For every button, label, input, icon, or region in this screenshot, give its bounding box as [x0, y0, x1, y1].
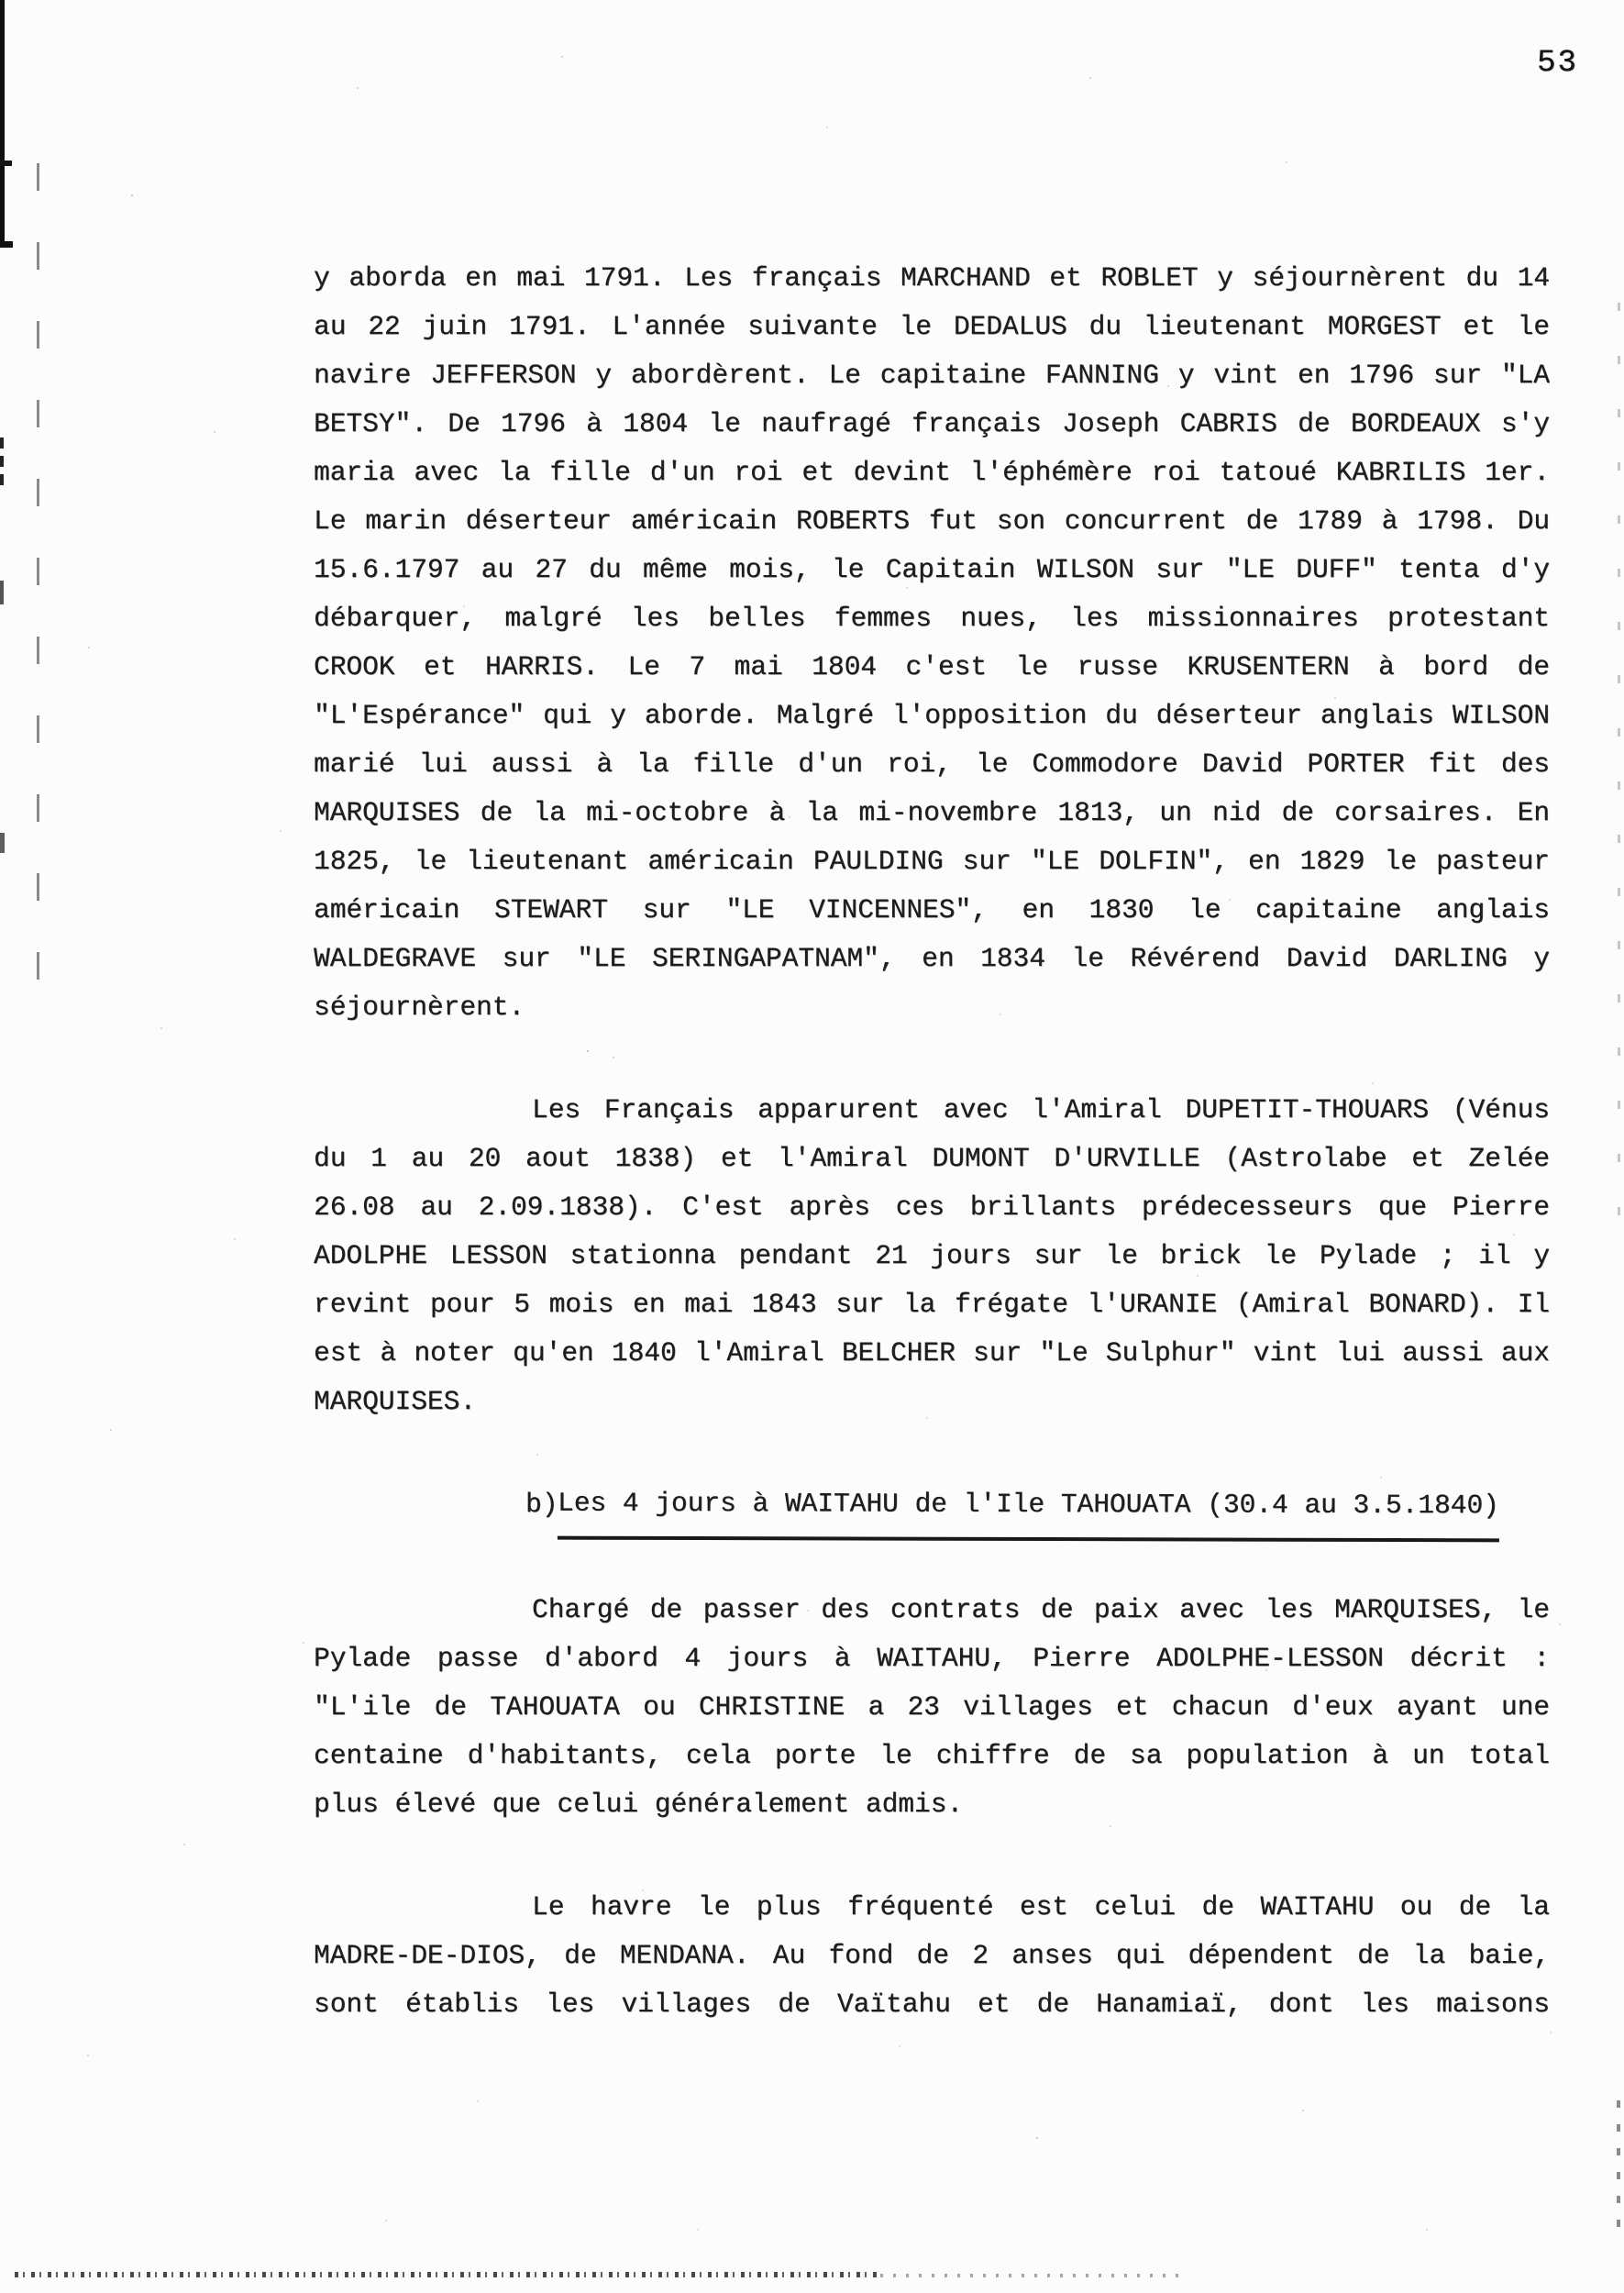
- scan-artifact-left-dash: [0, 833, 5, 853]
- paragraph: [314, 254, 1550, 1032]
- scan-artifact-margin-dots: [37, 163, 39, 1025]
- scan-artifact-left-dash: [0, 438, 4, 488]
- text-line: Les Français apparurent avec l'Amiral DUPETIT-THOUARS (Vénus: [532, 1094, 1550, 1125]
- scan-artifact-left-dash: [0, 581, 4, 604]
- text-line: "L'ile de TAHOUATA ou CHRISTINE a 23 villages et chacun d'eux ayant une: [314, 1691, 1550, 1723]
- heading-prefix: b): [525, 1489, 558, 1520]
- text-line: est à noter qu'en 1840 l'Amiral BELCHER sur "Le Sulphur" vint lui aussi aux: [314, 1337, 1550, 1368]
- scan-artifact-right-dots: [1618, 303, 1620, 1229]
- text-line: Chargé de passer des contrats de paix avec les MARQUISES, le: [532, 1594, 1550, 1625]
- text-line: CROOK et HARRIS. Le 7 mai 1804 c'est le russe KRUSENTERN à bord de: [314, 651, 1550, 682]
- text-line: du 1 au 20 aout 1838) et l'Amiral DUMONT D'URVILLE (Astrolabe et Zelée: [314, 1143, 1550, 1174]
- scan-artifact-left-tick: [0, 161, 12, 166]
- scan-artifact-bottom-line: [15, 2272, 881, 2277]
- heading-title: Les 4 jours à WAITAHU de l'Ile TAHOUATA (30.4 au 3.5.1840): [558, 1479, 1499, 1543]
- text-line: navire JEFFERSON y abordèrent. Le capitaine FANNING y vint en 1796 sur "LA: [314, 360, 1550, 391]
- text-line: 1825, le lieutenant américain PAULDING sur "LE DOLFIN", en 1829 le pasteur: [314, 846, 1550, 877]
- text-line: 26.08 au 2.09.1838). C'est après ces brillants prédecesseurs que Pierre: [314, 1191, 1550, 1223]
- text-line: BETSY". De 1796 à 1804 le naufragé français Joseph CABRIS de BORDEAUX s'y: [314, 408, 1550, 439]
- text-line: sont établis les villages de Vaïtahu et de Hanamiaï, dont les maisons: [314, 1988, 1550, 2020]
- text-line: Le havre le plus fréquenté est celui de WAITAHU ou de la: [532, 1891, 1550, 1922]
- paragraph: [314, 1883, 1550, 2029]
- scan-artifact-bottom-line: [880, 2274, 1183, 2277]
- text-line: MARQUISES de la mi-octobre à la mi-novembre 1813, un nid de corsaires. En: [314, 797, 1550, 828]
- section-heading: [314, 1480, 1550, 1541]
- text-line: MADRE-DE-DIOS, de MENDANA. Au fond de 2 anses qui dépendent de la baie,: [314, 1940, 1550, 1971]
- text-line: au 22 juin 1791. L'année suivante le DEDALUS du lieutenant MORGEST et le: [314, 311, 1550, 342]
- text-line: ADOLPHE LESSON stationna pendant 21 jours sur le brick le Pylade ; il y: [314, 1240, 1550, 1271]
- text-line: séjournèrent.: [314, 991, 525, 1023]
- scan-noise-speckles: [0, 0, 2, 2]
- text-line: MARQUISES.: [314, 1386, 477, 1417]
- text-block: [314, 254, 1550, 2029]
- text-line: Pylade passe d'abord 4 jours à WAITAHU, Pierre ADOLPHE-LESSON décrit :: [314, 1643, 1550, 1674]
- scan-artifact-right-dots: [1617, 2100, 1620, 2229]
- text-line: plus élevé que celui généralement admis.: [314, 1789, 964, 1820]
- text-line: américain STEWART sur "LE VINCENNES", en 1830 le capitaine anglais: [314, 894, 1550, 925]
- text-line: centaine d'habitants, cela porte le chiffre de sa population à un total: [314, 1740, 1550, 1771]
- text-line: y aborda en mai 1791. Les français MARCHAND et ROBLET y séjournèrent du 14: [314, 262, 1550, 294]
- text-line: revint pour 5 mois en mai 1843 sur la frégate l'URANIE (Amiral BONARD). Il: [314, 1289, 1550, 1320]
- text-line: débarquer, malgré les belles femmes nues, les missionnaires protestant: [314, 603, 1550, 634]
- text-line: 15.6.1797 au 27 du même mois, le Capitain WILSON sur "LE DUFF" tenta d'y: [314, 554, 1550, 585]
- page-number: 53: [1537, 46, 1578, 81]
- paragraph: [314, 1586, 1550, 1829]
- text-line: WALDEGRAVE sur "LE SERINGAPATNAM", en 1834 le Révérend David DARLING y: [314, 943, 1550, 974]
- text-line: marié lui aussi à la fille d'un roi, le Commodore David PORTER fit des: [314, 748, 1550, 780]
- scan-artifact-left-tick: [0, 241, 13, 248]
- text-line: maria avec la fille d'un roi et devint l'éphémère roi tatoué KABRILIS 1er.: [314, 457, 1550, 488]
- text-line: "L'Espérance" qui y aborde. Malgré l'opposition du déserteur anglais WILSON: [314, 700, 1550, 731]
- paragraph: [314, 1086, 1550, 1426]
- text-line: Le marin déserteur américain ROBERTS fut son concurrent de 1789 à 1798. Du: [314, 505, 1550, 537]
- scan-artifact-left-bar: [0, 0, 5, 248]
